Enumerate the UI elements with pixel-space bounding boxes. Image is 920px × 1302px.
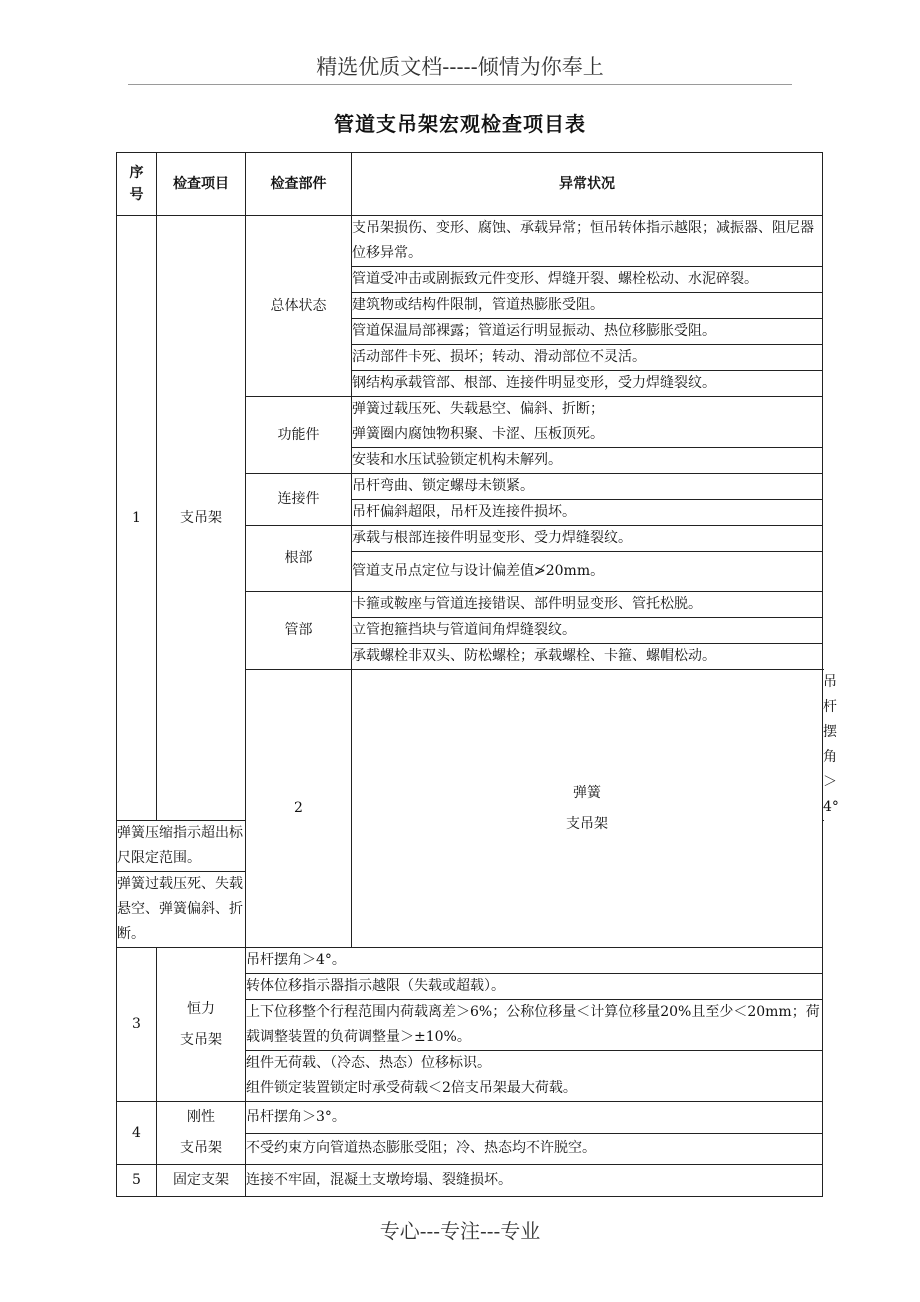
item-cell: 固定支架 (157, 1165, 246, 1197)
inspection-table (116, 152, 839, 1197)
issue-cell: 上下位移整个行程范围内荷载离差＞6%；公称位移量＜计算位移量20%且至少＜20mm；荷载调整装置的负荷调整量＞±10%。 (246, 1000, 823, 1051)
issue-cell: 吊杆偏斜超限，吊杆及连接件损坏。 (352, 500, 823, 526)
issue-cell: 承载螺栓非双头、防松螺栓；承载螺栓、卡箍、螺帽松动。 (352, 644, 823, 670)
issue-cell: 弹簧压缩指示超出标尺限定范围。 (117, 821, 246, 872)
seq-cell: 2 (246, 670, 352, 948)
item-cell: 恒力 支吊架 (157, 948, 246, 1102)
part-cell: 功能件 (246, 397, 352, 474)
issue-cell: 钢结构承载管部、根部、连接件明显变形，受力焊缝裂纹。 (352, 371, 823, 397)
column-header-part: 检查部件 (246, 153, 352, 216)
issue-cell: 安装和水压试验锁定机构未解列。 (352, 448, 823, 474)
part-cell: 根部 (246, 526, 352, 592)
item-cell: 支吊架 (157, 216, 246, 821)
issue-cell: 吊杆摆角＞3°。 (246, 1102, 823, 1134)
part-cell: 总体状态 (246, 216, 352, 397)
page-header: 精选优质文档-----倾情为你奉上 (128, 50, 792, 85)
issue-cell: 活动部件卡死、损坏；转动、滑动部位不灵活。 (352, 345, 823, 371)
table-row (117, 1165, 823, 1197)
item-cell: 刚性 支吊架 (157, 1102, 246, 1165)
table-row (117, 1102, 823, 1134)
part-cell: 管部 (246, 592, 352, 670)
issue-cell: 弹簧过载压死、失载悬空、偏斜、折断； 弹簧圈内腐蚀物积聚、卡涩、压板顶死。 (352, 397, 823, 448)
table-row (117, 948, 823, 974)
issue-cell: 转体位移指示器指示越限（失载或超载）。 (246, 974, 823, 1000)
column-header-seq: 序 号 (117, 153, 157, 216)
seq-cell: 1 (117, 216, 157, 821)
issue-cell: 不受约束方向管道热态膨胀受阻；冷、热态均不许脱空。 (246, 1133, 823, 1165)
issue-cell: 弹簧过载压死、失载悬空、弹簧偏斜、折断。 (117, 872, 246, 948)
issue-cell: 管道支吊点定位与设计偏差值≯20mm。 (352, 552, 823, 592)
part-cell: 连接件 (246, 474, 352, 526)
table-row (117, 216, 823, 267)
issue-cell: 支吊架损伤、变形、腐蚀、承载异常；恒吊转体指示越限；减振器、阻尼器位移异常。 (352, 216, 823, 267)
issue-cell: 立管抱箍挡块与管道间角焊缝裂纹。 (352, 618, 823, 644)
issue-cell: 组件无荷载、（冷态、热态）位移标识。 组件锁定装置锁定时承受荷载＜2倍支吊架最大荷载。 (246, 1051, 823, 1102)
column-header-item: 检查项目 (157, 153, 246, 216)
issue-cell: 建筑物或结构件限制，管道热膨胀受阻。 (352, 293, 823, 319)
page-footer: 专心---专注---专业 (379, 1219, 541, 1243)
table-row: 2 弹簧 支吊架 吊杆摆角＞4° (117, 670, 823, 821)
table-header-row (117, 153, 823, 216)
seq-cell: 4 (117, 1102, 157, 1165)
item-cell: 弹簧 支吊架 (352, 670, 823, 948)
issue-cell: 管道保温局部裸露；管道运行明显振动、热位移膨胀受阻。 (352, 319, 823, 345)
issue-cell: 管道受冲击或剧振致元件变形、焊缝开裂、螺栓松动、水泥碎裂。 (352, 267, 823, 293)
issue-cell: 吊杆摆角＞4°。 (246, 948, 823, 974)
issue-cell: 连接不牢固，混凝土支墩垮塌、裂缝损坏。 (246, 1165, 823, 1197)
issue-cell: 卡箍或鞍座与管道连接错误、部件明显变形、管托松脱。 (352, 592, 823, 618)
seq-cell: 3 (117, 948, 157, 1102)
document-title: 管道支吊架宏观检查项目表 (334, 112, 586, 136)
issue-cell: 承载与根部连接件明显变形、受力焊缝裂纹。 (352, 526, 823, 552)
issue-cell: 吊杆弯曲、锁定螺母未锁紧。 (352, 474, 823, 500)
column-header-issue: 异常状况 (352, 153, 823, 216)
seq-cell: 5 (117, 1165, 157, 1197)
